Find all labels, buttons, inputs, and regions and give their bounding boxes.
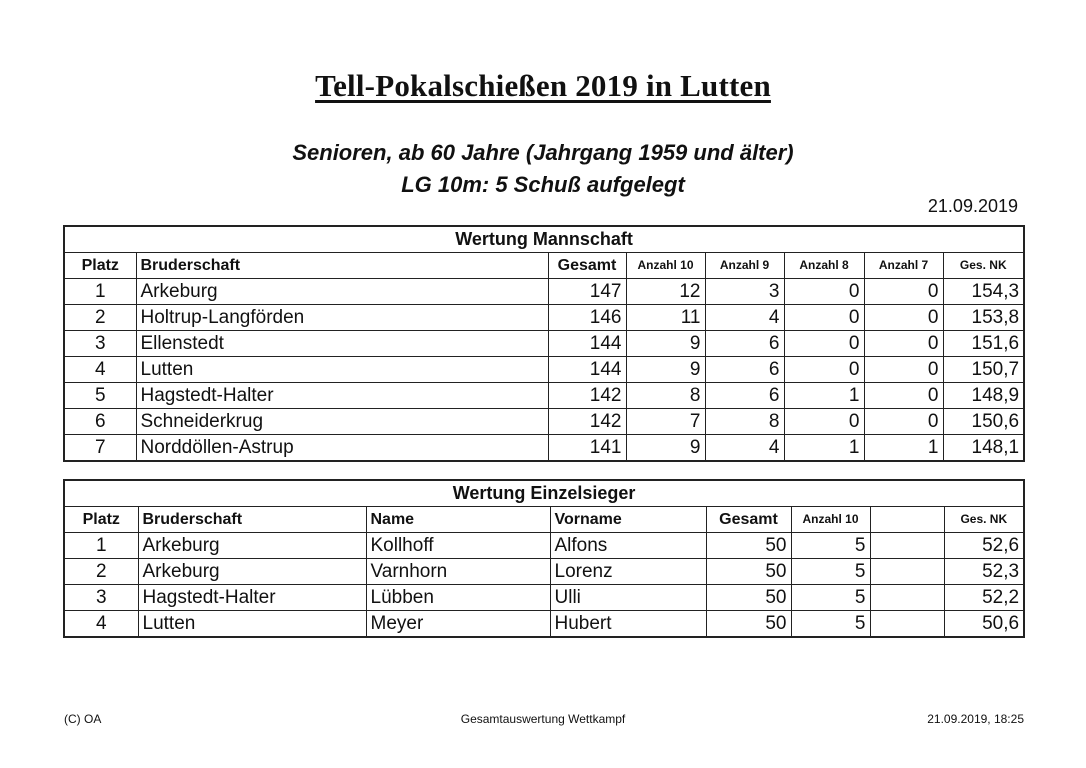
- cell-platz: 4: [64, 357, 136, 383]
- team-ranking-table: [63, 225, 1025, 462]
- cell-vorname: Lorenz: [550, 559, 706, 585]
- cell-bruderschaft: Arkeburg: [138, 559, 366, 585]
- cell-anzahl-10: 5: [791, 533, 870, 559]
- cell-gesamt: 144: [548, 357, 626, 383]
- cell-anzahl-9: 3: [705, 279, 784, 305]
- cell-empty: [870, 585, 944, 611]
- cell-anzahl-10: 7: [626, 409, 705, 435]
- cell-ges-nk: 150,6: [943, 409, 1024, 435]
- cell-platz: 7: [64, 435, 136, 462]
- cell-ges-nk: 52,6: [944, 533, 1024, 559]
- team-table-caption: Wertung Mannschaft: [64, 226, 1024, 253]
- footer-timestamp: 21.09.2019, 18:25: [927, 712, 1024, 726]
- cell-bruderschaft: Lutten: [138, 611, 366, 638]
- footer-copyright: (C) OA: [64, 712, 102, 726]
- cell-platz: 2: [64, 305, 136, 331]
- cell-vorname: Alfons: [550, 533, 706, 559]
- col-bruderschaft: Bruderschaft: [138, 507, 366, 533]
- cell-gesamt: 142: [548, 383, 626, 409]
- col-empty: [870, 507, 944, 533]
- cell-name: Meyer: [366, 611, 550, 638]
- col-ges-nk: Ges. NK: [944, 507, 1024, 533]
- cell-anzahl-10: 9: [626, 331, 705, 357]
- cell-gesamt: 146: [548, 305, 626, 331]
- cell-platz: 6: [64, 409, 136, 435]
- col-anzahl-7: Anzahl 7: [864, 253, 943, 279]
- individual-table-header: [64, 507, 1024, 533]
- cell-bruderschaft: Arkeburg: [136, 279, 548, 305]
- cell-anzahl-8: 1: [784, 435, 864, 462]
- col-platz: Platz: [64, 507, 138, 533]
- cell-anzahl-8: 0: [784, 357, 864, 383]
- cell-anzahl-8: 1: [784, 383, 864, 409]
- team-table-header: [64, 253, 1024, 279]
- cell-name: Lübben: [366, 585, 550, 611]
- cell-bruderschaft: Hagstedt-Halter: [136, 383, 548, 409]
- cell-anzahl-9: 4: [705, 305, 784, 331]
- table-row: [64, 383, 1024, 409]
- cell-anzahl-10: 5: [791, 585, 870, 611]
- individual-ranking-table: [63, 479, 1025, 638]
- cell-ges-nk: 50,6: [944, 611, 1024, 638]
- table-row: [64, 559, 1024, 585]
- table-row: [64, 533, 1024, 559]
- cell-gesamt: 50: [706, 585, 791, 611]
- cell-gesamt: 50: [706, 533, 791, 559]
- col-platz: Platz: [64, 253, 136, 279]
- cell-anzahl-9: 4: [705, 435, 784, 462]
- cell-bruderschaft: Lutten: [136, 357, 548, 383]
- footer-report-name: Gesamtauswertung Wettkampf: [460, 712, 626, 726]
- col-anzahl-10: Anzahl 10: [626, 253, 705, 279]
- cell-empty: [870, 533, 944, 559]
- col-bruderschaft: Bruderschaft: [136, 253, 548, 279]
- table-row: [64, 331, 1024, 357]
- cell-anzahl-9: 6: [705, 357, 784, 383]
- cell-gesamt: 141: [548, 435, 626, 462]
- cell-platz: 2: [64, 559, 138, 585]
- cell-ges-nk: 148,1: [943, 435, 1024, 462]
- cell-vorname: Hubert: [550, 611, 706, 638]
- cell-gesamt: 144: [548, 331, 626, 357]
- cell-bruderschaft: Holtrup-Langförden: [136, 305, 548, 331]
- cell-ges-nk: 148,9: [943, 383, 1024, 409]
- cell-ges-nk: 52,2: [944, 585, 1024, 611]
- cell-gesamt: 50: [706, 611, 791, 638]
- cell-anzahl-9: 6: [705, 331, 784, 357]
- col-anzahl-8: Anzahl 8: [784, 253, 864, 279]
- col-gesamt: Gesamt: [548, 253, 626, 279]
- cell-ges-nk: 154,3: [943, 279, 1024, 305]
- col-gesamt: Gesamt: [706, 507, 791, 533]
- cell-name: Varnhorn: [366, 559, 550, 585]
- cell-empty: [870, 611, 944, 638]
- cell-anzahl-8: 0: [784, 305, 864, 331]
- cell-anzahl-9: 6: [705, 383, 784, 409]
- cell-anzahl-7: 1: [864, 435, 943, 462]
- cell-ges-nk: 52,3: [944, 559, 1024, 585]
- table-row: [64, 409, 1024, 435]
- cell-anzahl-8: 0: [784, 279, 864, 305]
- event-date: 21.09.2019: [927, 196, 1018, 216]
- table-row: [64, 357, 1024, 383]
- subtitle-discipline: LG 10m: 5 Schuß aufgelegt: [401, 172, 685, 197]
- col-name: Name: [366, 507, 550, 533]
- cell-platz: 1: [64, 533, 138, 559]
- cell-anzahl-10: 5: [791, 611, 870, 638]
- table-row: [64, 585, 1024, 611]
- col-anzahl-10: Anzahl 10: [791, 507, 870, 533]
- cell-anzahl-7: 0: [864, 409, 943, 435]
- cell-platz: 3: [64, 585, 138, 611]
- cell-platz: 5: [64, 383, 136, 409]
- col-anzahl-9: Anzahl 9: [705, 253, 784, 279]
- cell-bruderschaft: Schneiderkrug: [136, 409, 548, 435]
- table-row: [64, 435, 1024, 462]
- cell-anzahl-10: 8: [626, 383, 705, 409]
- cell-anzahl-8: 0: [784, 409, 864, 435]
- cell-anzahl-8: 0: [784, 331, 864, 357]
- cell-ges-nk: 150,7: [943, 357, 1024, 383]
- table-row: [64, 611, 1024, 638]
- document-title: Tell-Pokalschießen 2019 in Lutten: [315, 68, 771, 103]
- cell-bruderschaft: Arkeburg: [138, 533, 366, 559]
- cell-gesamt: 147: [548, 279, 626, 305]
- cell-name: Kollhoff: [366, 533, 550, 559]
- cell-bruderschaft: Ellenstedt: [136, 331, 548, 357]
- col-vorname: Vorname: [550, 507, 706, 533]
- cell-ges-nk: 151,6: [943, 331, 1024, 357]
- cell-bruderschaft: Hagstedt-Halter: [138, 585, 366, 611]
- cell-platz: 3: [64, 331, 136, 357]
- cell-gesamt: 142: [548, 409, 626, 435]
- cell-empty: [870, 559, 944, 585]
- cell-anzahl-7: 0: [864, 305, 943, 331]
- cell-anzahl-10: 5: [791, 559, 870, 585]
- cell-platz: 1: [64, 279, 136, 305]
- cell-anzahl-10: 9: [626, 435, 705, 462]
- cell-platz: 4: [64, 611, 138, 638]
- cell-anzahl-7: 0: [864, 331, 943, 357]
- table-row: [64, 279, 1024, 305]
- cell-anzahl-10: 9: [626, 357, 705, 383]
- cell-ges-nk: 153,8: [943, 305, 1024, 331]
- cell-gesamt: 50: [706, 559, 791, 585]
- cell-anzahl-10: 12: [626, 279, 705, 305]
- table-row: [64, 305, 1024, 331]
- cell-anzahl-7: 0: [864, 279, 943, 305]
- col-ges-nk: Ges. NK: [943, 253, 1024, 279]
- cell-anzahl-7: 0: [864, 383, 943, 409]
- cell-anzahl-10: 11: [626, 305, 705, 331]
- cell-anzahl-9: 8: [705, 409, 784, 435]
- subtitle-category: Senioren, ab 60 Jahre (Jahrgang 1959 und älter): [292, 140, 794, 165]
- cell-vorname: Ulli: [550, 585, 706, 611]
- cell-anzahl-7: 0: [864, 357, 943, 383]
- cell-bruderschaft: Norddöllen-Astrup: [136, 435, 548, 462]
- individual-table-caption: Wertung Einzelsieger: [64, 480, 1024, 507]
